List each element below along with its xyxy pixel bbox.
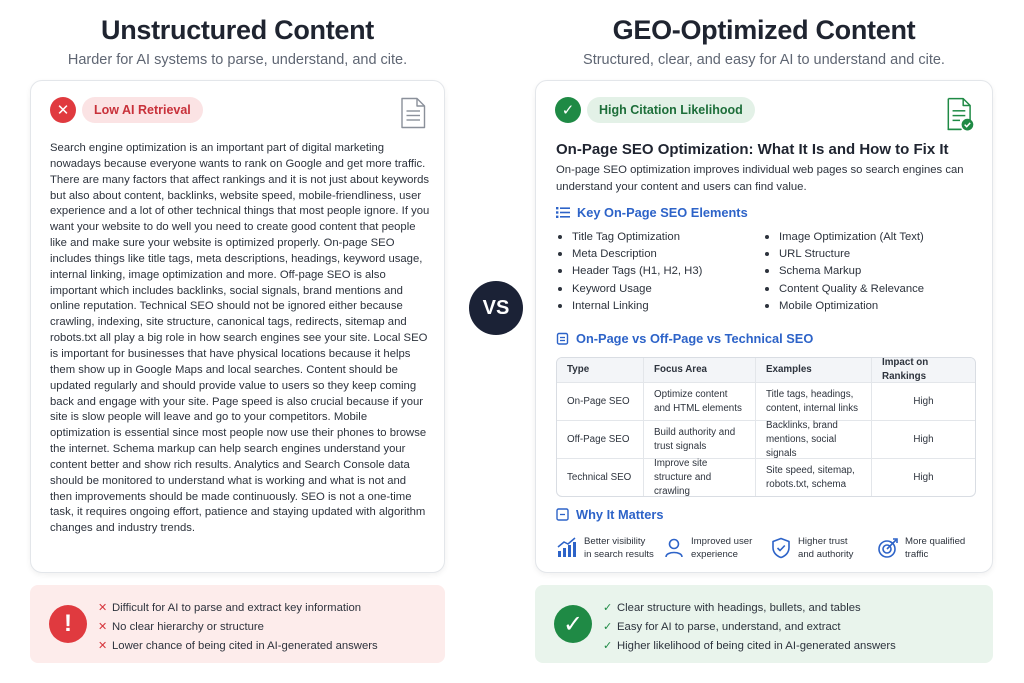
geo-summary: [535, 585, 993, 663]
seo-comparison-table: [556, 357, 976, 497]
geo-card: [535, 80, 993, 573]
list-icon: [556, 206, 570, 219]
geo-title: GEO-Optimized Content: [612, 15, 916, 45]
summary-item: ✓ Clear structure with headings, bullets, and tables: [603, 601, 861, 614]
summary-item: ✕ Lower chance of being cited in AI-generated answers: [98, 639, 378, 652]
table-cell: Build authority and trust signals: [643, 421, 755, 458]
table-cell: Optimize content and HTML elements: [643, 383, 755, 420]
list-item: Schema Markup: [765, 263, 924, 280]
unstructured-body-text: Search engine optimization is an important part of digital marketing nowadays because everyone wants to rank on Google and get more traffic. There are many factors that affect rankings and it is not just about keywords but also about content, backlinks, website speed, mobile-friendliness, user experience and a lot of other technical things that most people ignore. If you want your website to do well you need to create good content that people like and make sure your website is optimized properly. On-page SEO includes things like title tags, meta descriptions, headings, keyword usage, internal linking, image optimization and more. Off-page SEO is also important which includes backlinks, social signals, brand mentions and online reputation. Technical SEO should not be ignored either because crawling, indexing, site structure, canonical tags, redirects, sitemap and robots.txt all play a big role in how search engines see your site. Local SEO is important for businesses that have physical locations because it helps them show up in Google Maps and local searches. Content should be updated regularly and should provide value to users so they keep coming back and engage with your site. Page speed is also crucial because if your site is slow people will leave and go to your competitors. Mobile optimization is essential since most people now use their phones to browse the internet. Schema markup can help search engines understand your content better and show rich results. Analytics and Search Console data should be monitored to understand what is working and what is not and then improvements should be made continuously. SEO is not a one-time task, it requires ongoing effort, patience and staying updated with algorithm changes and industry trends.: [50, 142, 430, 535]
list-item: Content Quality & Relevance: [765, 280, 924, 297]
table-cell: High: [871, 421, 975, 458]
table-cell: On-Page SEO: [567, 395, 630, 407]
check-icon: ✓: [603, 640, 613, 652]
geo-column: [535, 0, 993, 652]
list-item: URL Structure: [765, 245, 924, 262]
why-item-visibility: Better visibility in search results: [556, 535, 663, 561]
check-circle-icon: ✓: [555, 97, 581, 123]
table-row: [557, 382, 975, 420]
list-item: Keyword Usage: [558, 280, 702, 297]
table-cell: High: [871, 383, 975, 420]
geo-summary-list: [603, 598, 896, 655]
unstructured-summary: [30, 585, 445, 663]
article-intro: On-page SEO optimization improves individual web pages so search engines can understand your content and users can find value.: [556, 164, 964, 193]
x-circle-icon: ✕: [50, 97, 76, 123]
low-retrieval-badge: [50, 97, 203, 123]
summary-item: ✕ No clear hierarchy or structure: [98, 620, 264, 633]
list-item: Image Optimization (Alt Text): [765, 228, 924, 245]
info-box-icon: [556, 508, 569, 521]
list-item: Title Tag Optimization: [558, 228, 702, 245]
geo-subtitle: Structured, clear, and easy for AI to understand and cite.: [583, 52, 945, 68]
check-icon: ✓: [603, 602, 613, 614]
unstructured-card: [30, 80, 445, 573]
list-item: Header Tags (H1, H2, H3): [558, 263, 702, 280]
user-icon: [663, 537, 685, 559]
why-item-experience: Improved user experience: [663, 535, 770, 561]
summary-item: ✕ Difficult for AI to parse and extract key information: [98, 601, 362, 614]
vs-badge: VS: [469, 281, 523, 335]
unstructured-subtitle: Harder for AI systems to parse, understand, and cite.: [67, 52, 408, 68]
key-elements-heading: Key On-Page SEO Elements: [556, 205, 748, 220]
clipboard-icon: [556, 332, 569, 345]
key-elements-list-right: [765, 228, 924, 315]
table-header: Examples: [755, 358, 871, 382]
summary-item: ✓ Higher likelihood of being cited in AI-generated answers: [603, 639, 896, 652]
x-icon: ✕: [98, 602, 108, 614]
why-item-traffic: More qualified traffic: [877, 535, 984, 561]
table-row: [557, 458, 975, 496]
list-item: Internal Linking: [558, 298, 702, 315]
table-header: Impact on Rankings: [871, 358, 975, 382]
high-citation-label: High Citation Likelihood: [587, 97, 755, 123]
list-item: Meta Description: [558, 245, 702, 262]
document-icon: [400, 97, 426, 129]
why-item-trust: Higher trust and authority: [770, 535, 877, 561]
table-cell: Title tags, headings, content, internal links: [755, 383, 871, 420]
why-it-matters-heading: Why It Matters: [556, 507, 663, 522]
exclamation-icon: !: [49, 605, 87, 643]
x-icon: ✕: [98, 640, 108, 652]
table-cell: Site speed, sitemap, robots.txt, schema: [755, 459, 871, 496]
target-icon: [877, 537, 899, 559]
shield-check-icon: [770, 537, 792, 559]
key-elements-list-left: [558, 228, 702, 315]
table-header: Focus Area: [643, 358, 755, 382]
article-title: On-Page SEO Optimization: What It Is and How to Fix It: [556, 141, 949, 158]
comparison-heading: On-Page vs Off-Page vs Technical SEO: [556, 331, 813, 346]
list-item: Mobile Optimization: [765, 298, 924, 315]
document-check-icon: [946, 97, 974, 131]
table-header-row: [557, 358, 975, 382]
why-it-matters-row: [556, 535, 984, 561]
x-icon: ✕: [98, 621, 108, 633]
table-cell: Off-Page SEO: [567, 433, 630, 445]
unstructured-title: Unstructured Content: [101, 15, 374, 45]
unstructured-summary-list: [98, 598, 378, 655]
table-row: [557, 420, 975, 458]
table-cell: Technical SEO: [567, 471, 632, 483]
unstructured-column: [30, 0, 445, 652]
check-icon: ✓: [603, 621, 613, 633]
summary-item: ✓ Easy for AI to parse, understand, and extract: [603, 620, 841, 633]
high-citation-badge: [555, 97, 755, 123]
chart-icon: [556, 537, 578, 559]
table-cell: High: [871, 459, 975, 496]
low-retrieval-label: Low AI Retrieval: [82, 97, 203, 123]
check-circle-icon: ✓: [554, 605, 592, 643]
table-cell: Backlinks, brand mentions, social signals: [755, 421, 871, 458]
table-cell: Improve site structure and crawling: [643, 459, 755, 496]
table-header: Type: [567, 364, 590, 375]
